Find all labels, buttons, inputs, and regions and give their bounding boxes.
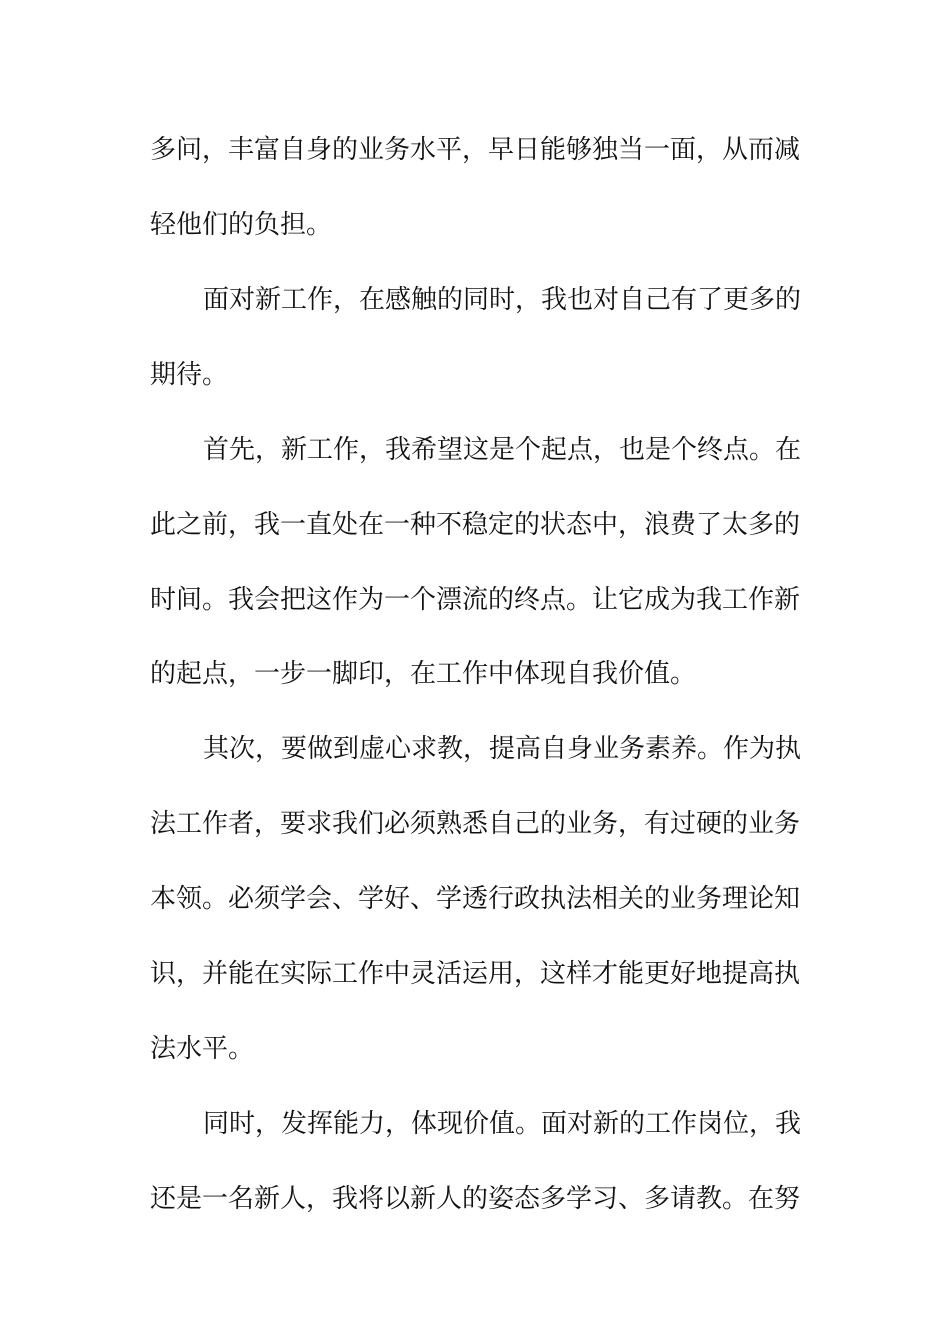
text-line: 的起点，一步一脚印，在工作中体现自我价值。 [150,659,697,689]
text-line: 期待。 [150,360,229,390]
text-line: 轻他们的负担。 [150,210,333,240]
paragraph-first-line: 面对新工作，在感触的同时，我也对自己有了更多的 [203,285,802,315]
paragraph-first-line: 同时，发挥能力，体现价值。面对新的工作岗位，我 [203,1109,802,1139]
text-line: 多问，丰富自身的业务水平，早日能够独当一面，从而减 [150,135,801,165]
text-line: 本领。必须学会、学好、学透行政执法相关的业务理论知 [150,884,801,914]
paragraph-first-line: 其次，要做到虚心求教，提高自身业务素养。作为执 [203,734,802,764]
text-line: 识，并能在实际工作中灵活运用，这样才能更好地提高执 [150,959,801,989]
text-line: 此之前，我一直处在一种不稳定的状态中，浪费了太多的 [150,510,801,540]
text-line: 法水平。 [150,1034,255,1064]
text-line: 时间。我会把这作为一个漂流的终点。让它成为我工作新 [150,585,801,615]
text-line: 法工作者，要求我们必须熟悉自己的业务，有过硬的业务 [150,809,801,839]
paragraph-first-line: 首先，新工作，我希望这是个起点，也是个终点。在 [203,435,802,465]
text-line: 还是一名新人，我将以新人的姿态多学习、多请教。在努 [150,1184,801,1214]
